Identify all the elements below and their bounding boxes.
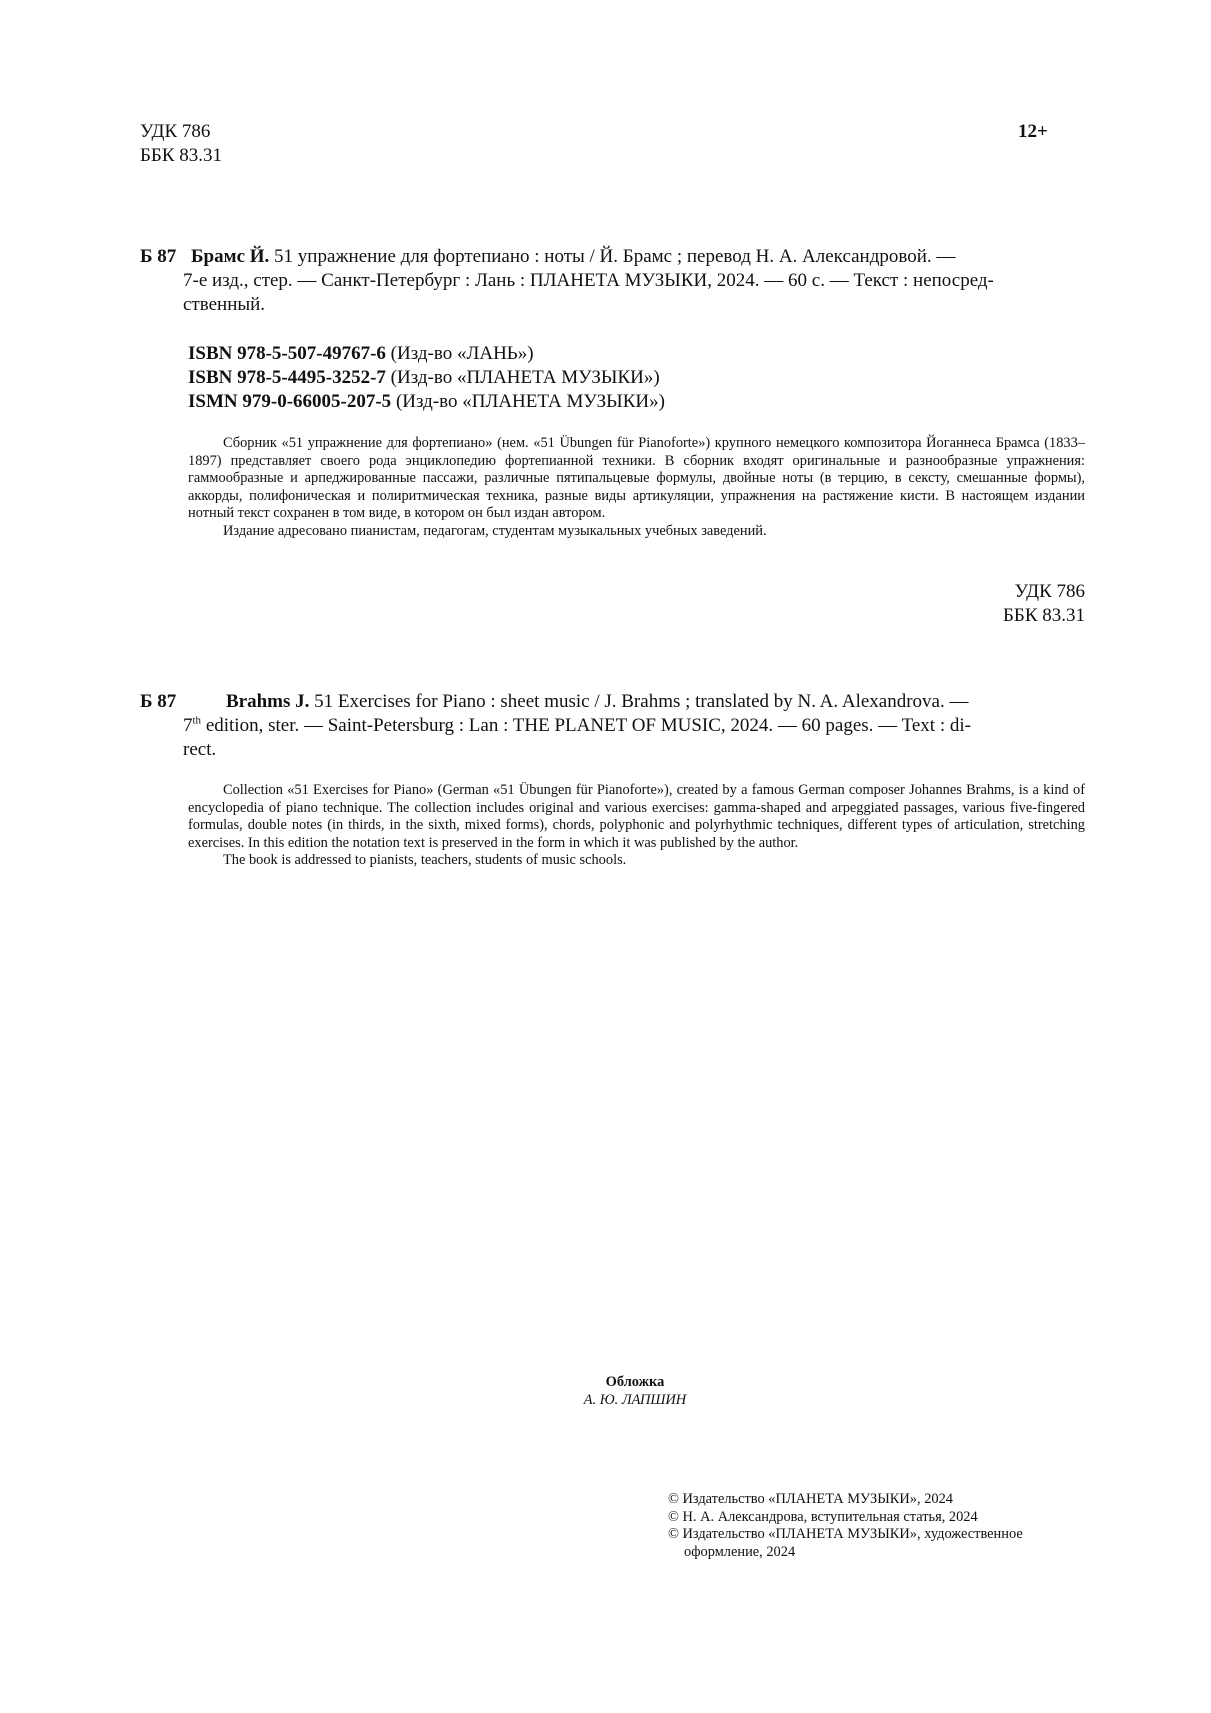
copyright-line: © Издательство «ПЛАНЕТА МУЗЫКИ», художественное оформление, 2024 (668, 1526, 1023, 1560)
age-rating: 12+ (1018, 121, 1048, 142)
isbn-line (188, 342, 665, 366)
en-author-lead: Brahms J. (226, 691, 310, 712)
isbn-number: ISBN 978-5-507-49767-6 (188, 343, 386, 364)
classification-bottom (990, 580, 1085, 628)
ru-author-lead: Брамс Й. (191, 246, 270, 267)
ru-abstract-paragraph: Сборник «51 упражнение для фортепиано» (нем. «51 Übungen für Pianoforte») крупного немецкого композитора Йоганнеса Брамса (1833–1897) представляет своего рода энциклопедию фортепианной техники. В сборник входят оригинальные и разнообразные упражнения: гаммообразные и арпеджированные пассажи, различные пятипальцевые формулы, двойные ноты (в терцию, в сексту, смешанные формы), аккорды, полифоническая и полиритмическая техника, разные виды артикуляции, упражнения на растяжение кисти. В настоящем издании нотный текст сохранен в том виде, в котором он был издан автором. (188, 435, 1085, 522)
ru-author-mark: Б 87 (140, 246, 177, 267)
udk-code: УДК 786 (140, 121, 211, 142)
en-author-mark: Б 87 (140, 691, 177, 712)
ismn-number: ISMN 979-0-66005-207-5 (188, 391, 392, 412)
cover-credit (480, 1374, 790, 1409)
isbn-number: ISBN 978-5-4495-3252-7 (188, 367, 386, 388)
udk-code: УДК 786 (1014, 581, 1085, 602)
en-abstract-audience: The book is addressed to pianists, teachers, students of music schools. (223, 852, 627, 869)
en-entry-line2 (183, 714, 1085, 738)
ru-abstract (188, 435, 1085, 541)
cover-designer: А. Ю. ЛАПШИН (583, 1391, 687, 1408)
bbk-code: ББК 83.31 (140, 145, 222, 166)
ru-entry-line2: 7-е изд., стер. — Санкт-Петербург : Лань : ПЛАНЕТА МУЗЫКИ, 2024. — 60 с. — Текст : непосред- (183, 270, 994, 291)
ru-entry-line1: 51 упражнение для фортепиано : ноты / Й. Брамс ; перевод Н. А. Александровой. — (274, 246, 956, 267)
edition-suffix: th (192, 714, 202, 727)
en-entry-line3: rect. (183, 739, 217, 760)
ru-entry-line3: ственный. (183, 294, 266, 315)
isbn-block (188, 342, 665, 414)
cover-title: Обложка (605, 1374, 665, 1390)
en-entry-line2-rest: edition, ster. — Saint-Petersburg : Lan : THE PLANET OF MUSIC, 2024. — 60 pages. — Text : di- (201, 715, 971, 736)
ismn-line (188, 390, 665, 414)
copyright-line: © Издательство «ПЛАНЕТА МУЗЫКИ», 2024 (668, 1491, 953, 1507)
isbn-publisher: (Изд-во «ЛАНЬ») (390, 343, 534, 364)
en-abstract-paragraph: Collection «51 Exercises for Piano» (German «51 Übungen für Pianoforte»), created by a famous German composer Johannes Brahms, is a kind of encyclopedia of piano technique. The collection includes original and various exercises: gamma-shaped and arpeggiated passages, various five-fingered formulas, double notes (in thirds, in the sixth, mixed forms), chords, polyphonic and polyrhythmic techniques, different types of articulation, stretching exercises. In this edition the notation text is preserved in the form in which it was published by the author. (188, 782, 1085, 851)
en-bibliographic-entry (183, 690, 1085, 762)
ru-abstract-audience: Издание адресовано пианистам, педагогам, студентам музыкальных учебных заведений. (223, 522, 767, 539)
copyright-block (668, 1491, 1088, 1561)
copyright-line: © Н. А. Александрова, вступительная статья, 2024 (668, 1508, 978, 1525)
en-entry-line1: 51 Exercises for Piano : sheet music / J. Brahms ; translated by N. A. Alexandrova. — (314, 691, 969, 712)
ru-bibliographic-entry (183, 245, 1085, 317)
isbn-line (188, 366, 665, 390)
classification-top (140, 120, 222, 168)
isbn-publisher: (Изд-во «ПЛАНЕТА МУЗЫКИ») (390, 367, 660, 388)
ismn-publisher: (Изд-во «ПЛАНЕТА МУЗЫКИ») (395, 391, 665, 412)
en-abstract (188, 782, 1085, 870)
bbk-code: ББК 83.31 (1003, 605, 1085, 626)
edition-number: 7 (183, 715, 193, 736)
